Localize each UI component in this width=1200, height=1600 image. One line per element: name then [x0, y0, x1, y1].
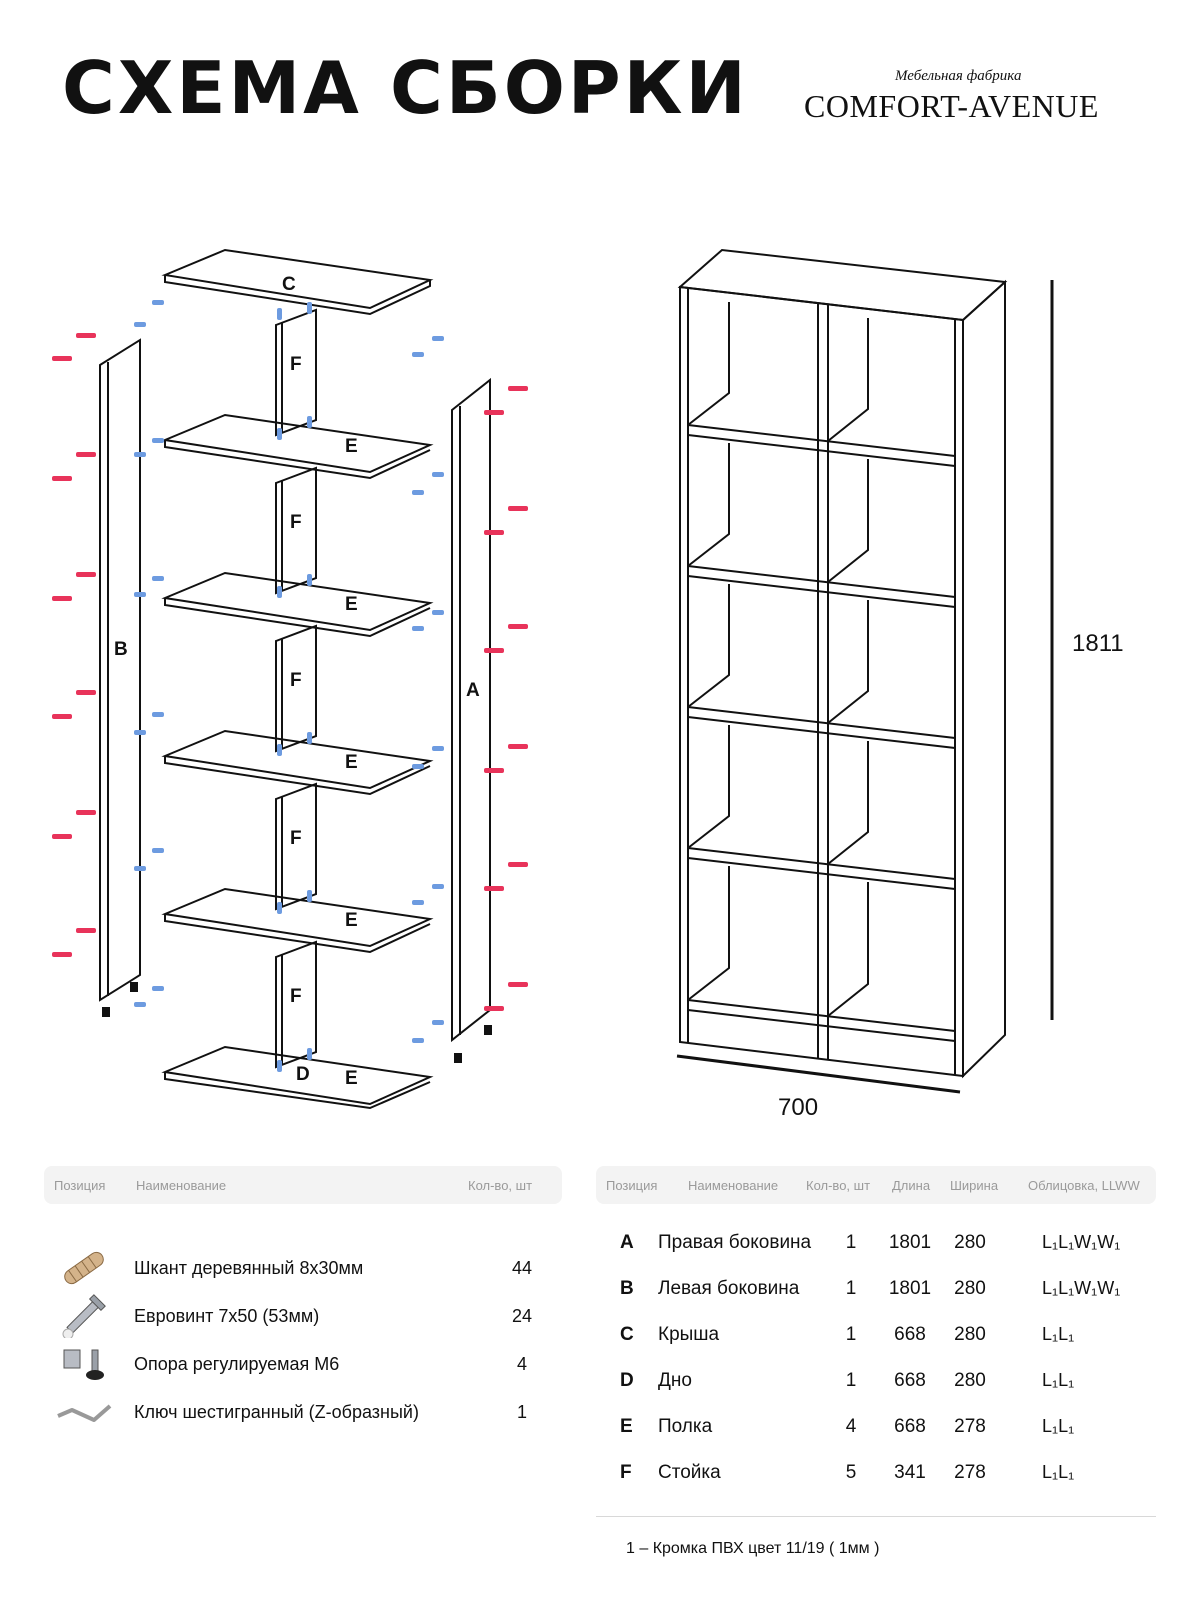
part-length: 1801 [888, 1278, 932, 1299]
label-e: E [345, 436, 358, 457]
parts-row [596, 1316, 1156, 1356]
part-length: 1801 [888, 1232, 932, 1253]
part-edging: L₁L₁ [1042, 1462, 1075, 1482]
hardware-row [44, 1294, 564, 1338]
panel-right-side-a [452, 380, 490, 1040]
panel-shelf-e [165, 415, 430, 478]
label-f: F [290, 670, 302, 691]
label-e: E [345, 752, 358, 773]
part-edging: L₁L₁W₁W₁ [1042, 1278, 1121, 1298]
assembly-diagram [0, 230, 1200, 1110]
col-position: Позиция [606, 1178, 658, 1193]
label-e: E [345, 1068, 358, 1089]
part-qty: 5 [845, 1462, 857, 1483]
part-name: Правая боковина [658, 1232, 812, 1253]
part-position: A [620, 1232, 634, 1253]
parts-row [596, 1454, 1156, 1494]
wooden-dowel-icon [54, 1246, 114, 1290]
hardware-row [44, 1342, 564, 1386]
hardware-name: Евровинт 7х50 (53мм) [134, 1306, 320, 1326]
hardware-qty: 24 [511, 1306, 533, 1326]
part-length: 668 [894, 1370, 926, 1391]
part-length: 341 [894, 1462, 926, 1483]
part-name: Стойка [658, 1462, 721, 1483]
part-name: Дно [658, 1370, 692, 1391]
label-e: E [345, 910, 358, 931]
part-position: D [620, 1370, 634, 1391]
hardware-qty: 1 [516, 1402, 527, 1422]
part-name: Полка [658, 1416, 713, 1437]
width-dimension-line [677, 1056, 960, 1092]
width-dimension: 700 [778, 1094, 819, 1121]
part-edging: L₁L₁ [1042, 1324, 1075, 1344]
part-qty: 1 [845, 1278, 857, 1299]
col-name: Наименование [136, 1178, 227, 1193]
label-f: F [290, 354, 302, 375]
part-length: 668 [894, 1324, 926, 1345]
page-title: СХЕМА СБОРКИ [62, 46, 749, 130]
panel-top-c [165, 250, 430, 314]
col-name: Наименование [688, 1178, 779, 1193]
panel-shelf-e [165, 889, 430, 952]
part-width: 280 [954, 1324, 986, 1345]
height-dimension: 1811 [1072, 630, 1124, 657]
label-f: F [290, 986, 302, 1007]
adjustable-foot-icon [54, 1342, 114, 1386]
hardware-qty: 44 [511, 1258, 533, 1278]
part-edging: L₁L₁ [1042, 1416, 1075, 1436]
label-c: C [282, 274, 296, 295]
table-divider [596, 1516, 1156, 1517]
part-width: 278 [954, 1462, 986, 1483]
hardware-qty: 4 [516, 1354, 527, 1374]
label-f: F [290, 512, 302, 533]
part-name: Левая боковина [658, 1278, 800, 1299]
brand-subtitle: Мебельная фабрика [895, 68, 1022, 84]
part-qty: 1 [845, 1324, 857, 1345]
label-a: A [466, 680, 480, 701]
panel-shelf-e [165, 731, 430, 794]
panel-left-side-b [100, 340, 140, 1000]
col-position: Позиция [54, 1178, 106, 1193]
hardware-name: Ключ шестигранный (Z-образный) [134, 1402, 419, 1422]
hardware-name: Опора регулируемая М6 [134, 1354, 340, 1374]
hardware-table-header [44, 1166, 562, 1204]
part-position: B [620, 1278, 634, 1299]
part-width: 280 [954, 1278, 986, 1299]
part-width: 278 [954, 1416, 986, 1437]
euro-screw-icon [54, 1294, 114, 1338]
edging-footnote: 1 – Кромка ПВХ цвет 11/19 ( 1мм ) [626, 1540, 880, 1557]
part-edging: L₁L₁W₁W₁ [1042, 1232, 1121, 1252]
parts-row [596, 1408, 1156, 1448]
part-position: C [620, 1324, 634, 1345]
col-length: Длина [892, 1178, 931, 1193]
label-b: B [114, 639, 128, 660]
panel-shelf-e [165, 573, 430, 636]
part-qty: 1 [845, 1232, 857, 1253]
part-qty: 4 [845, 1416, 857, 1437]
hardware-row [44, 1246, 564, 1290]
part-width: 280 [954, 1232, 986, 1253]
hardware-name: Шкант деревянный 8х30мм [134, 1258, 364, 1278]
col-qty: Кол-во, шт [806, 1178, 871, 1193]
dimension-lines [677, 280, 1052, 1092]
parts-table-header [596, 1166, 1156, 1204]
hex-key-icon [54, 1390, 114, 1434]
label-e: E [345, 594, 358, 615]
part-width: 280 [954, 1370, 986, 1391]
hardware-row [44, 1390, 564, 1434]
col-qty: Кол-во, шт [468, 1178, 533, 1193]
part-position: E [620, 1416, 633, 1437]
part-edging: L₁L₁ [1042, 1370, 1075, 1390]
label-f: F [290, 828, 302, 849]
col-edging: Облицовка, LLWW [1028, 1178, 1140, 1193]
parts-row [596, 1224, 1156, 1264]
wooden-dowels [134, 300, 444, 1072]
label-d: D [296, 1064, 310, 1085]
assembled-bookcase [680, 250, 1005, 1076]
col-width: Ширина [950, 1178, 999, 1193]
parts-row [596, 1362, 1156, 1402]
part-position: F [620, 1462, 632, 1483]
part-length: 668 [894, 1416, 926, 1437]
part-qty: 1 [845, 1370, 857, 1391]
brand-logo: COMFORT-AVENUE [804, 88, 1099, 124]
part-name: Крыша [658, 1324, 720, 1345]
parts-row [596, 1270, 1156, 1310]
